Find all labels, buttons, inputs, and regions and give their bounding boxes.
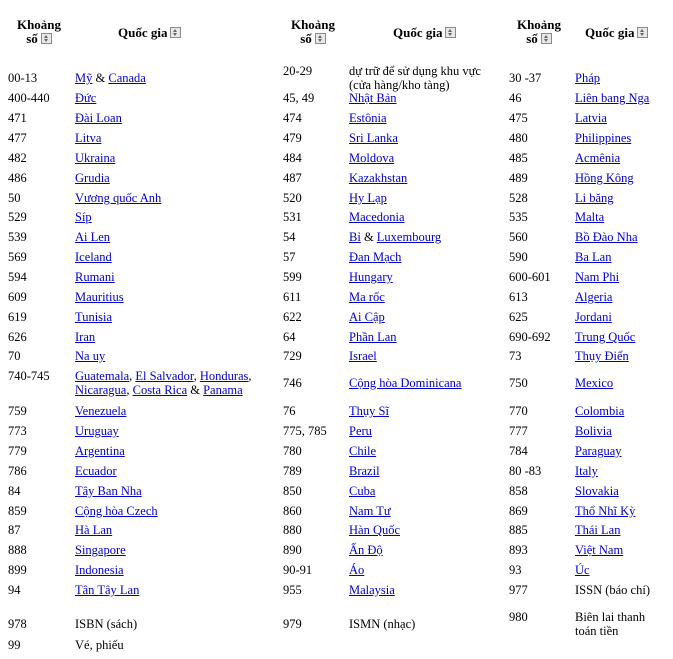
country-link[interactable]: Iceland xyxy=(75,250,112,264)
code-range: 594 xyxy=(8,270,27,284)
country-link[interactable]: Moldova xyxy=(349,151,395,165)
code-range: 539 xyxy=(8,230,27,244)
country-cell xyxy=(75,171,110,185)
country-cell xyxy=(75,464,117,478)
country-text: & xyxy=(92,71,109,85)
code-range: 484 xyxy=(283,151,302,165)
country-link[interactable]: Úc xyxy=(575,563,590,577)
country-link[interactable]: Cộng hòa Czech xyxy=(75,504,158,518)
country-cell xyxy=(349,563,364,577)
country-text: , xyxy=(248,369,252,383)
country-link[interactable]: Kazakhstan xyxy=(349,171,408,185)
country-link[interactable]: Venezuela xyxy=(75,404,127,418)
country-link[interactable]: Thổ Nhĩ Kỳ xyxy=(575,504,636,518)
country-link[interactable]: Ai Len xyxy=(75,230,111,244)
country-link[interactable]: Hy Lạp xyxy=(349,191,387,205)
code-range: 786 xyxy=(8,464,27,478)
country-cell xyxy=(575,71,600,85)
country-link[interactable]: Nam Phi xyxy=(575,270,620,284)
country-link[interactable]: Argentina xyxy=(75,444,125,458)
country-cell xyxy=(349,464,380,478)
country-cell xyxy=(349,64,481,92)
country-cell xyxy=(349,444,376,458)
country-cell xyxy=(75,523,112,537)
country-link[interactable]: Costa Rica xyxy=(132,383,188,397)
country-link[interactable]: Mauritius xyxy=(75,290,124,304)
code-range: 779 xyxy=(8,444,27,458)
country-link[interactable]: Thái Lan xyxy=(575,523,621,537)
country-cell xyxy=(75,330,95,344)
country-cell xyxy=(349,543,383,557)
country-cell xyxy=(75,71,146,85)
country-link[interactable]: Luxembourg xyxy=(376,230,442,244)
country-cell xyxy=(75,638,124,652)
code-range: 740-745 xyxy=(8,369,50,383)
country-text: , xyxy=(126,383,133,397)
country-link[interactable]: Indonesia xyxy=(75,563,124,577)
country-link[interactable]: Uruguay xyxy=(75,424,119,438)
country-link[interactable]: Phần Lan xyxy=(349,330,397,344)
country-cell xyxy=(75,151,115,165)
country-link[interactable]: Slovakia xyxy=(575,484,619,498)
country-cell xyxy=(349,250,401,264)
code-range: 590 xyxy=(509,250,528,264)
code-range: 520 xyxy=(283,191,302,205)
code-range: 955 xyxy=(283,583,302,597)
code-range: 869 xyxy=(509,504,528,518)
code-range: 773 xyxy=(8,424,27,438)
country-link[interactable]: Malta xyxy=(575,210,605,224)
code-range: 531 xyxy=(283,210,302,224)
country-cell xyxy=(75,404,126,418)
code-range: 99 xyxy=(8,638,21,652)
country-cell xyxy=(75,310,112,324)
country-cell xyxy=(75,504,158,518)
country-link[interactable]: Hàn Quốc xyxy=(349,523,401,537)
code-range: 850 xyxy=(283,484,302,498)
country-link[interactable]: Đan Mạch xyxy=(349,250,402,264)
country-link[interactable]: Guatemala xyxy=(75,369,130,383)
code-range: 00-13 xyxy=(8,71,38,85)
country-cell xyxy=(575,290,612,304)
country-link[interactable]: Canada xyxy=(108,71,146,85)
country-link[interactable]: Estônia xyxy=(349,111,387,125)
code-range: 978 xyxy=(8,617,27,631)
country-cell xyxy=(575,504,635,518)
code-range: 560 xyxy=(509,230,528,244)
country-cell xyxy=(349,270,393,284)
country-link[interactable]: Đài Loan xyxy=(75,111,122,125)
country-cell xyxy=(575,349,629,363)
country-link[interactable]: Tây Ban Nha xyxy=(75,484,142,498)
country-cell xyxy=(75,230,110,244)
code-range: 474 xyxy=(283,111,302,125)
country-link[interactable]: Li băng xyxy=(575,191,614,205)
code-range: 486 xyxy=(8,171,27,185)
country-cell xyxy=(575,171,634,185)
country-cell xyxy=(575,310,612,324)
country-cell xyxy=(349,290,385,304)
country-cell xyxy=(349,504,391,518)
country-link[interactable]: Nam Tư xyxy=(349,504,391,518)
country-cell xyxy=(349,376,461,390)
country-cell xyxy=(349,404,389,418)
country-cell xyxy=(349,310,385,324)
column-header-code[interactable] xyxy=(16,18,62,46)
code-range: 90-91 xyxy=(283,563,313,577)
country-cell xyxy=(75,617,137,631)
country-cell xyxy=(75,369,252,397)
country-link[interactable]: Singapore xyxy=(75,543,126,557)
country-link[interactable]: Rumani xyxy=(75,270,115,284)
code-range: 489 xyxy=(509,171,528,185)
country-link[interactable]: Sri Lanka xyxy=(349,131,398,145)
code-range: 46 xyxy=(509,91,522,105)
code-range: 475 xyxy=(509,111,528,125)
country-cell xyxy=(349,151,394,165)
column-header-country[interactable] xyxy=(118,26,181,40)
code-range: 80 -83 xyxy=(509,464,542,478)
code-range: 609 xyxy=(8,290,27,304)
country-cell xyxy=(349,484,375,498)
country-cell xyxy=(575,330,635,344)
country-cell xyxy=(75,563,124,577)
code-range: 477 xyxy=(8,131,27,145)
sort-icon[interactable] xyxy=(541,33,552,44)
country-link[interactable]: Jordani xyxy=(575,310,612,324)
country-link[interactable]: Israel xyxy=(349,349,377,363)
code-range: 888 xyxy=(8,543,27,557)
country-link[interactable]: Nicaragua xyxy=(75,383,127,397)
country-link[interactable]: Algeria xyxy=(575,290,613,304)
country-link[interactable]: El Salvador xyxy=(135,369,194,383)
code-range: 890 xyxy=(283,543,302,557)
country-link[interactable]: Italy xyxy=(575,464,598,478)
country-link[interactable]: Ba Lan xyxy=(575,250,612,264)
country-link[interactable]: Paraguay xyxy=(575,444,622,458)
country-cell xyxy=(575,484,619,498)
country-link[interactable]: Ai Cập xyxy=(349,310,385,324)
code-range: 528 xyxy=(509,191,528,205)
code-range: 529 xyxy=(8,210,27,224)
country-text: toán tiền xyxy=(575,624,619,638)
code-range: 619 xyxy=(8,310,27,324)
country-text: Vé, phiếu xyxy=(75,638,124,652)
code-range: 750 xyxy=(509,376,528,390)
country-link[interactable]: Ecuador xyxy=(75,464,117,478)
country-cell xyxy=(349,191,387,205)
country-cell xyxy=(75,210,92,224)
country-cell xyxy=(75,250,112,264)
country-text: ISSN (báo chí) xyxy=(575,583,650,597)
country-text: ISBN (sách) xyxy=(75,617,138,631)
country-link[interactable]: Acmênia xyxy=(575,151,621,165)
country-cell xyxy=(575,523,620,537)
country-cell xyxy=(575,424,612,438)
country-cell xyxy=(75,444,125,458)
code-range: 775, 785 xyxy=(283,424,327,438)
code-range: 859 xyxy=(8,504,27,518)
country-cell xyxy=(349,583,395,597)
code-range: 487 xyxy=(283,171,302,185)
header-code-line2: số xyxy=(526,31,538,46)
country-text: & xyxy=(187,383,204,397)
country-cell xyxy=(349,617,415,631)
country-cell xyxy=(575,376,613,390)
country-cell xyxy=(575,91,649,105)
code-range: 784 xyxy=(509,444,528,458)
country-cell xyxy=(75,270,115,284)
country-link[interactable]: Tunisia xyxy=(75,310,113,324)
country-link[interactable]: Macedonia xyxy=(349,210,405,224)
country-link[interactable]: Panama xyxy=(203,383,243,397)
country-link[interactable]: Colombia xyxy=(575,404,625,418)
country-link[interactable]: Pháp xyxy=(575,71,600,85)
country-cell xyxy=(575,131,631,145)
code-range: 759 xyxy=(8,404,27,418)
header-code-line1: Khoảng xyxy=(516,17,562,32)
code-range: 893 xyxy=(509,543,528,557)
code-range: 599 xyxy=(283,270,302,284)
country-cell xyxy=(575,151,620,165)
country-link[interactable]: Ma rốc xyxy=(349,290,385,304)
code-range: 626 xyxy=(8,330,27,344)
code-range: 858 xyxy=(509,484,528,498)
code-range: 613 xyxy=(509,290,528,304)
code-range: 535 xyxy=(509,210,528,224)
country-cell xyxy=(75,111,122,125)
code-range: 569 xyxy=(8,250,27,264)
country-link[interactable]: Latvia xyxy=(575,111,607,125)
country-cell xyxy=(349,523,400,537)
sort-icon[interactable] xyxy=(637,27,648,38)
country-link[interactable]: Nhật Bản xyxy=(349,91,397,105)
country-cell xyxy=(75,191,161,205)
country-cell xyxy=(575,543,623,557)
country-cell xyxy=(349,330,397,344)
code-range: 625 xyxy=(509,310,528,324)
country-text: (cửa hàng/kho tàng) xyxy=(349,78,450,92)
code-range: 87 xyxy=(8,523,21,537)
country-cell xyxy=(75,290,124,304)
header-country-label: Quốc gia xyxy=(585,25,635,40)
code-range: 777 xyxy=(509,424,528,438)
country-cell xyxy=(575,111,607,125)
sort-icon[interactable] xyxy=(170,27,181,38)
country-link[interactable]: Hungary xyxy=(349,270,393,284)
sort-icon[interactable] xyxy=(315,33,326,44)
country-cell xyxy=(575,610,645,638)
code-range: 94 xyxy=(8,583,21,597)
country-link[interactable]: Mỹ xyxy=(75,71,93,85)
country-cell xyxy=(349,349,377,363)
country-link[interactable]: Ukraina xyxy=(75,151,116,165)
country-link[interactable]: Philippines xyxy=(575,131,632,145)
code-range: 480 xyxy=(509,131,528,145)
code-range: 770 xyxy=(509,404,528,418)
country-link[interactable]: Tân Tây Lan xyxy=(75,583,140,597)
country-cell xyxy=(349,91,397,105)
code-range: 400-440 xyxy=(8,91,50,105)
column-header-country[interactable] xyxy=(393,26,456,40)
code-range: 746 xyxy=(283,376,302,390)
column-header-code[interactable] xyxy=(290,18,336,46)
country-link[interactable]: Peru xyxy=(349,424,372,438)
country-link[interactable]: Hà Lan xyxy=(75,523,113,537)
code-range: 45, 49 xyxy=(283,91,315,105)
code-range: 50 xyxy=(8,191,21,205)
country-cell xyxy=(575,250,611,264)
country-link[interactable]: Hồng Kông xyxy=(575,171,634,185)
column-header-country[interactable] xyxy=(585,26,648,40)
country-link[interactable]: Việt Nam xyxy=(575,543,624,557)
code-range: 64 xyxy=(283,330,296,344)
code-range: 860 xyxy=(283,504,302,518)
country-link[interactable]: Liên bang Nga xyxy=(575,91,650,105)
code-range: 57 xyxy=(283,250,296,264)
code-range: 729 xyxy=(283,349,302,363)
country-link[interactable]: Honduras xyxy=(199,369,249,383)
country-link[interactable]: Thụy Sĩ xyxy=(349,404,389,418)
country-link[interactable]: Thụy Điển xyxy=(575,349,629,363)
country-cell xyxy=(349,131,398,145)
header-code-line2: số xyxy=(26,31,38,46)
code-range: 471 xyxy=(8,111,27,125)
country-cell xyxy=(575,563,590,577)
country-cell xyxy=(575,191,614,205)
country-cell xyxy=(75,91,96,105)
header-code-line1: Khoảng xyxy=(16,17,62,32)
country-link[interactable]: Bỉ xyxy=(349,230,361,244)
country-cell xyxy=(75,543,126,557)
country-text: ISMN (nhạc) xyxy=(349,617,416,631)
country-link[interactable]: Chile xyxy=(349,444,377,458)
country-link[interactable]: Vương quốc Anh xyxy=(75,191,162,205)
country-cell xyxy=(75,349,105,363)
country-text: & xyxy=(360,230,377,244)
country-cell xyxy=(75,424,119,438)
country-cell xyxy=(75,583,139,597)
country-cell xyxy=(75,484,142,498)
country-cell xyxy=(349,171,407,185)
header-code-line1: Khoảng xyxy=(290,17,336,32)
country-text: , xyxy=(129,369,136,383)
sort-icon[interactable] xyxy=(445,27,456,38)
code-range: 690-692 xyxy=(509,330,551,344)
code-range: 979 xyxy=(283,617,302,631)
code-range: 84 xyxy=(8,484,21,498)
code-range: 485 xyxy=(509,151,528,165)
code-range: 611 xyxy=(283,290,302,304)
country-cell xyxy=(575,404,624,418)
code-range: 600-601 xyxy=(509,270,551,284)
country-link[interactable]: Na uy xyxy=(75,349,106,363)
code-range: 54 xyxy=(283,230,296,244)
country-link[interactable]: Grudia xyxy=(75,171,110,185)
code-range: 479 xyxy=(283,131,302,145)
sort-icon[interactable] xyxy=(41,33,52,44)
country-cell xyxy=(349,111,387,125)
country-link[interactable]: Malaysia xyxy=(349,583,395,597)
code-range: 30 -37 xyxy=(509,71,542,85)
code-range: 70 xyxy=(8,349,21,363)
code-range: 73 xyxy=(509,349,522,363)
country-text: , xyxy=(193,369,200,383)
country-cell xyxy=(575,210,604,224)
country-cell xyxy=(575,583,650,597)
country-link[interactable]: Mexico xyxy=(575,376,614,390)
code-range: 93 xyxy=(509,563,522,577)
country-cell xyxy=(575,464,598,478)
code-range: 899 xyxy=(8,563,27,577)
code-range: 780 xyxy=(283,444,302,458)
code-range: 789 xyxy=(283,464,302,478)
country-link[interactable]: Iran xyxy=(75,330,96,344)
code-range: 482 xyxy=(8,151,27,165)
country-link[interactable]: Brazil xyxy=(349,464,380,478)
code-range: 977 xyxy=(509,583,528,597)
country-cell xyxy=(349,210,405,224)
country-cell xyxy=(349,424,372,438)
column-header-code[interactable] xyxy=(516,18,562,46)
country-link[interactable]: Cuba xyxy=(349,484,376,498)
country-link[interactable]: Ấn Độ xyxy=(349,543,383,557)
country-link[interactable]: Áo xyxy=(349,563,365,577)
country-link[interactable]: Bồ Đào Nha xyxy=(575,230,638,244)
header-code-line2: số xyxy=(300,31,312,46)
code-range: 76 xyxy=(283,404,296,418)
country-link[interactable]: Đức xyxy=(75,91,97,105)
country-cell xyxy=(75,131,101,145)
code-range: 880 xyxy=(283,523,302,537)
country-link[interactable]: Litva xyxy=(75,131,102,145)
country-cell xyxy=(349,230,441,244)
header-country-label: Quốc gia xyxy=(118,25,168,40)
country-text: Biên lai thanh xyxy=(575,610,646,624)
code-range: 20-29 xyxy=(283,64,313,78)
code-range: 622 xyxy=(283,310,302,324)
header-country-label: Quốc gia xyxy=(393,25,443,40)
country-link[interactable]: Trung Quốc xyxy=(575,330,636,344)
country-cell xyxy=(575,230,638,244)
country-link[interactable]: Bolivia xyxy=(575,424,612,438)
country-cell xyxy=(575,270,619,284)
country-text: dự trữ để sử dụng khu vực xyxy=(349,64,481,78)
country-link[interactable]: Cộng hòa Dominicana xyxy=(349,376,462,390)
country-link[interactable]: Síp xyxy=(75,210,92,224)
code-range: 885 xyxy=(509,523,528,537)
country-cell xyxy=(575,444,622,458)
code-range: 980 xyxy=(509,610,528,624)
